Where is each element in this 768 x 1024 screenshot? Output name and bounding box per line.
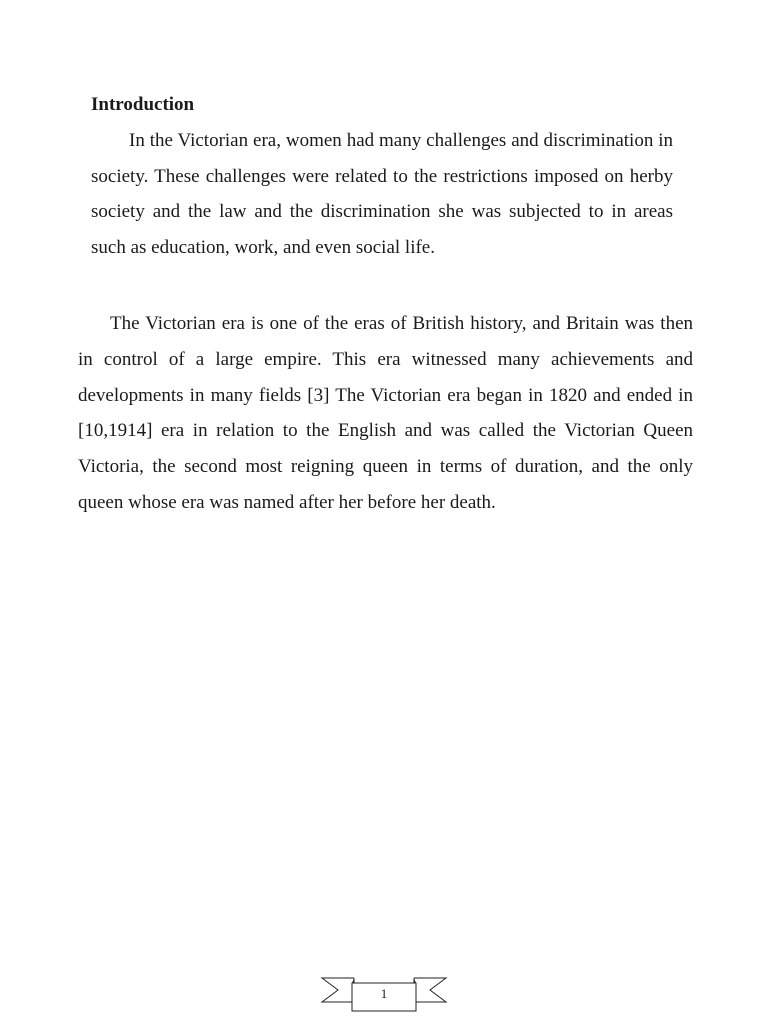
page-number-banner — [318, 970, 450, 1014]
paragraph-2: The Victorian era is one of the eras of British history, and Britain was then in control of a large empire. This era witnessed many achievements and developments in many fields [3] The Victorian era began in 1820 and ended in [10,1914] era in relation to the English and was called the Victorian Queen Victoria, the second most reigning queen in terms of duration, and the only queen whose era was named after her before her death. — [78, 313, 693, 513]
section-heading: Introduction — [91, 94, 195, 115]
paragraph-1: In the Victorian era, women had many challenges and discrimination in society. These challenges were related to the restrictions imposed on herby society and the law and the discrimination she was subjected to in areas such as education, work, and even social life. — [91, 130, 673, 258]
page-number: 1 — [380, 986, 388, 1001]
